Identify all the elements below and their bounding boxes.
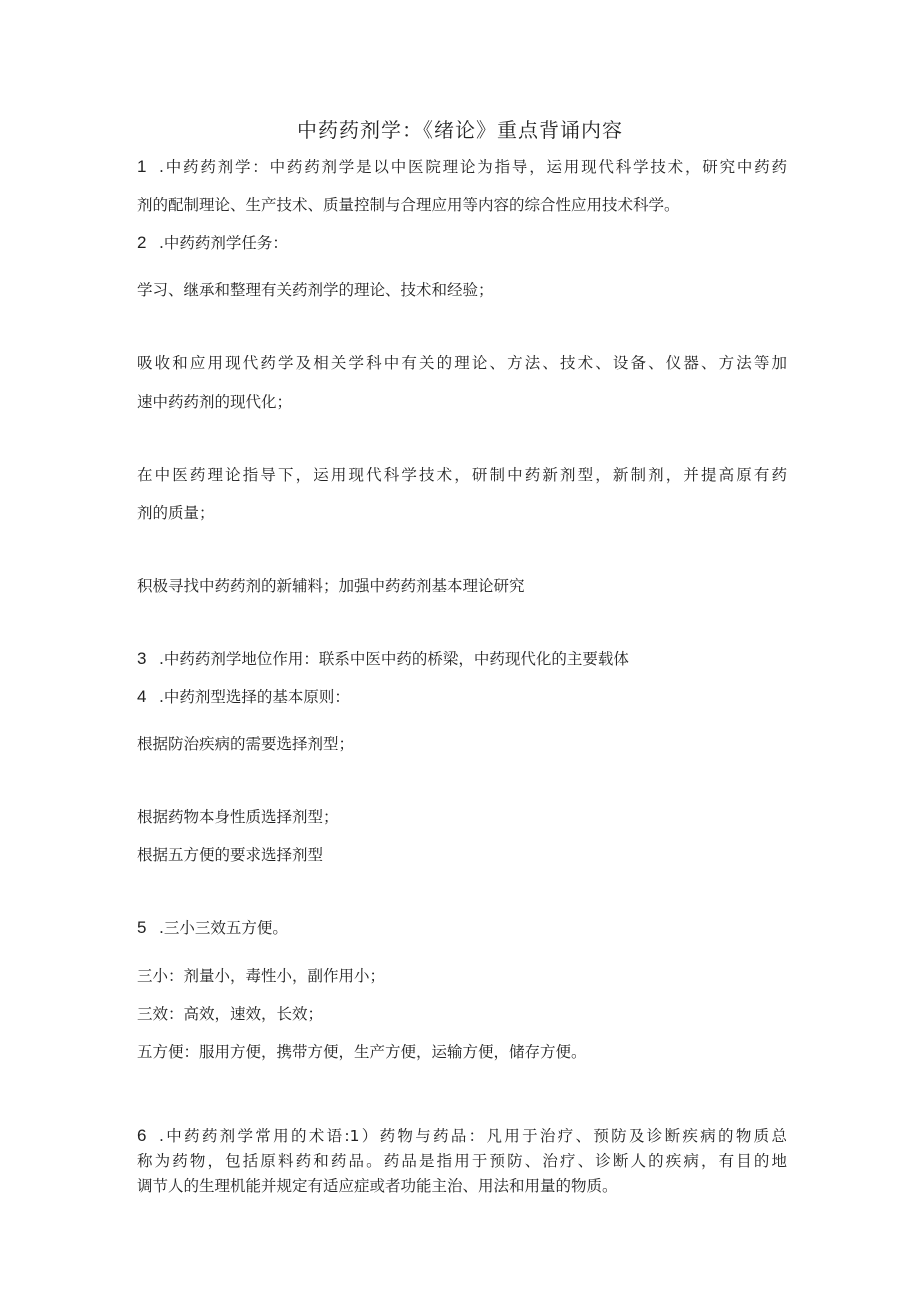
section-2-paragraph-2-line-2: 速中药药剂的现代化； bbox=[137, 393, 293, 411]
section-2-heading bbox=[137, 227, 787, 259]
section-4-heading bbox=[137, 681, 787, 713]
section-2-paragraph-4: 积极寻找中药药剂的新辅料；加强中药药剂基本理论研究 bbox=[137, 577, 525, 595]
section-4-number: 4 bbox=[137, 687, 147, 706]
section-6-number: 6 bbox=[137, 1126, 147, 1145]
section-3-text: .中药药剂学地位作用：联系中医中药的桥梁，中药现代化的主要载体 bbox=[159, 650, 629, 668]
section-6-text: .中药药剂学常用的术语:1）药物与药品：凡用于治疗、预防及诊断疾病的物质总 bbox=[159, 1127, 787, 1145]
section-4-paragraph-2: 根据药物本身性质选择剂型； bbox=[137, 808, 339, 826]
section-3 bbox=[137, 643, 787, 675]
section-2-number: 2 bbox=[137, 233, 147, 252]
section-5-paragraph-2: 三效：高效，速效，长效； bbox=[137, 1005, 324, 1023]
section-1-line-1 bbox=[137, 151, 787, 183]
section-1-line-2: 剂的配制理论、生产技术、质量控制与合理应用等内容的综合性应用技术科学。 bbox=[137, 196, 680, 214]
section-5-number: 5 bbox=[137, 918, 147, 937]
section-1-text: .中药药剂学：中药药剂学是以中医院理论为指导，运用现代科学技术，研究中药药 bbox=[159, 158, 787, 176]
section-2-paragraph-3-line-1: 在中医药理论指导下，运用现代科学技术，研制中药新剂型，新制剂，并提高原有药 bbox=[137, 466, 787, 484]
section-6-line-3: 调节人的生理机能并规定有适应症或者功能主治、用法和用量的物质。 bbox=[137, 1177, 618, 1195]
section-2-heading-text: .中药药剂学任务： bbox=[159, 234, 288, 252]
section-5-heading-text: .三小三效五方便。 bbox=[159, 919, 288, 937]
section-4-paragraph-3: 根据五方便的要求选择剂型 bbox=[137, 846, 324, 864]
section-2-paragraph-1: 学习、继承和整理有关药剂学的理论、技术和经验； bbox=[137, 281, 494, 299]
section-4-heading-text: .中药剂型选择的基本原则： bbox=[159, 688, 350, 706]
section-6-line-2: 称为药物，包括原料药和药品。药品是指用于预防、治疗、诊断人的疾病，有目的地 bbox=[137, 1152, 787, 1170]
section-3-number: 3 bbox=[137, 649, 147, 668]
section-2-paragraph-3-line-2: 剂的质量； bbox=[137, 504, 215, 522]
section-5-paragraph-1: 三小：剂量小，毒性小，副作用小； bbox=[137, 967, 386, 985]
section-4-paragraph-1: 根据防治疾病的需要选择剂型； bbox=[137, 735, 355, 753]
section-5-heading bbox=[137, 912, 787, 944]
section-2-paragraph-2-line-1: 吸收和应用现代药学及相关学科中有关的理论、方法、技术、设备、仪器、方法等加 bbox=[137, 354, 787, 372]
section-5-paragraph-3: 五方便：服用方便，携带方便，生产方便，运输方便，储存方便。 bbox=[137, 1043, 587, 1061]
section-1-number: 1 bbox=[137, 157, 147, 176]
document-title: 中药药剂学：《绪论》重点背诵内容 bbox=[297, 118, 623, 142]
